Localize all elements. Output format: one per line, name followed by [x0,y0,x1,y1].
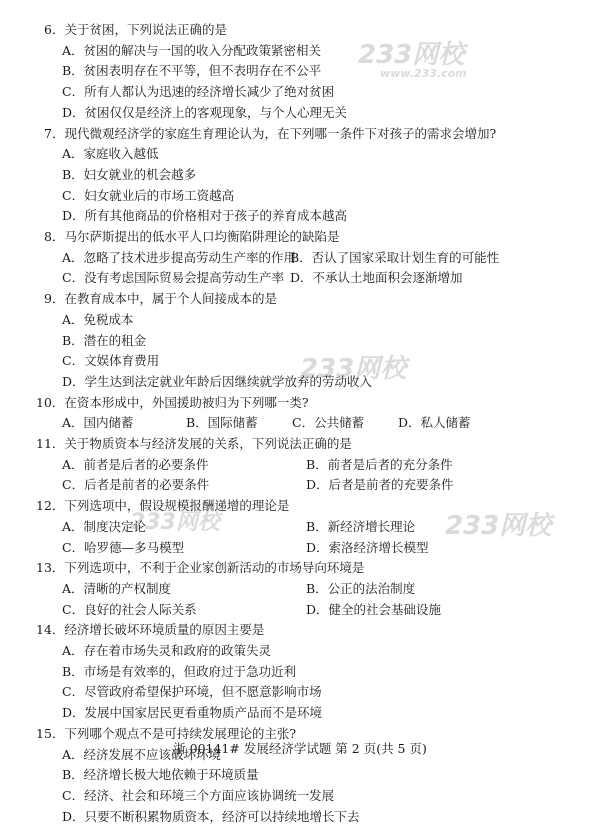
option-b: B．否认了国家采取计划生育的可能性 [290,249,500,265]
watermark-logo: 233网校 [445,511,552,541]
option-a: A．国内储蓄 [62,415,134,431]
option-c: C．妇女就业后的市场工资越高 [62,187,235,203]
option-a: A．制度决定论 [62,518,147,534]
option-d: D．后者是前者的充要条件 [306,477,454,493]
option-b: B．公正的法治制度 [306,580,416,596]
option-b: B．经济增长极大地依赖于环境质量 [62,767,259,783]
option-d: D．私人储蓄 [398,415,471,431]
option-c: C．所有人都认为迅速的经济增长减少了绝对贫困 [62,84,335,100]
option-a: A．前者是后者的必要条件 [62,456,209,472]
watermark-url: www.233.com [380,67,467,80]
option-a: A．家庭收入越低 [62,146,159,162]
option-c: C．后者是前者的必要条件 [62,477,210,493]
option-d: D．索洛经济增长模型 [306,539,429,555]
question-stem: 12．下列选项中，假设规模报酬递增的理论是 [36,498,290,514]
option-d: D．不承认土地面积会逐渐增加 [290,270,463,286]
option-b: B．新经济增长理论 [306,518,416,534]
watermark-logo: 233网校 [358,40,465,70]
option-a: A．经济发展不应该破坏环境 [62,746,222,762]
option-b: B．前者是后者的充分条件 [306,456,453,472]
option-a: A．存在着市场失灵和政府的政策失灵 [62,643,272,658]
watermark-logo: 233网校 [130,510,220,535]
question-stem: 15．下列哪个观点不是可持续发展理论的主张? [36,725,297,741]
option-a: A．忽略了技术进步提高劳动生产率的作用 [62,249,297,265]
option-c: C．良好的社会人际关系 [62,601,197,617]
option-c: C．没有考虑国际贸易会提高劳动生产率 [62,270,285,286]
option-b: B．潜在的租金 [62,332,147,348]
page-footer: 浙 00141# 发展经济学试题 第 2 页(共 5 页) [173,741,427,756]
question-stem: 14．经济增长破坏环境质量的原因主要是 [36,622,265,638]
option-c: C．经济、社会和环境三个方面应该协调统一发展 [62,787,335,803]
question-stem: 9．在教育成本中，属于个人间接成本的是 [44,291,277,307]
question-stem: 11．关于物质资本与经济发展的关系，下列说法正确的是 [36,436,352,451]
option-c: C．哈罗德—多马模型 [62,539,185,555]
question-stem: 7．现代微观经济学的家庭生育理论认为，在下列哪一条件下对孩子的需求会增加? [44,125,497,141]
option-b: B．妇女就业的机会越多 [62,166,197,182]
option-d: D．学生达到法定就业年龄后因继续就学放弃的劳动收入 [62,373,373,389]
question-stem: 13．下列选项中，不利于企业家创新活动的市场导向环境是 [36,560,365,576]
option-d: D．只要不断积累物质资本，经济可以持续地增长下去 [62,808,360,824]
option-c: C．公共储蓄 [292,415,365,431]
option-a: A．贫困的解决与一国的收入分配政策紧密相关 [62,42,322,58]
option-d: D．健全的社会基础设施 [306,601,442,617]
option-b: B．贫困表明存在不平等，但不表明存在不公平 [62,63,322,79]
option-b: B．市场是有效率的，但政府过于急功近利 [62,663,297,679]
question-stem: 6．关于贫困，下列说法正确的是 [44,22,227,37]
option-a: A．免税成本 [62,311,134,327]
option-d: D．发展中国家居民更看重物质产品而不是环境 [62,705,323,721]
option-d: D．贫困仅仅是经济上的客观现象，与个人心理无关 [62,104,348,120]
question-stem: 8．马尔萨斯提出的低水平人口均衡陷阱理论的缺陷是 [44,229,340,244]
option-a: A．清晰的产权制度 [62,580,172,596]
watermark-logo: 233网校 [300,354,407,384]
question-stem: 10．在资本形成中，外国援助被归为下列哪一类? [36,394,309,410]
option-c: C．文娱体育费用 [62,353,160,369]
option-c: C．尽管政府希望保护环境，但不愿意影响市场 [62,684,322,700]
option-d: D．所有其他商品的价格相对于孩子的养育成本越高 [62,208,348,224]
option-b: B．国际储蓄 [186,415,258,431]
